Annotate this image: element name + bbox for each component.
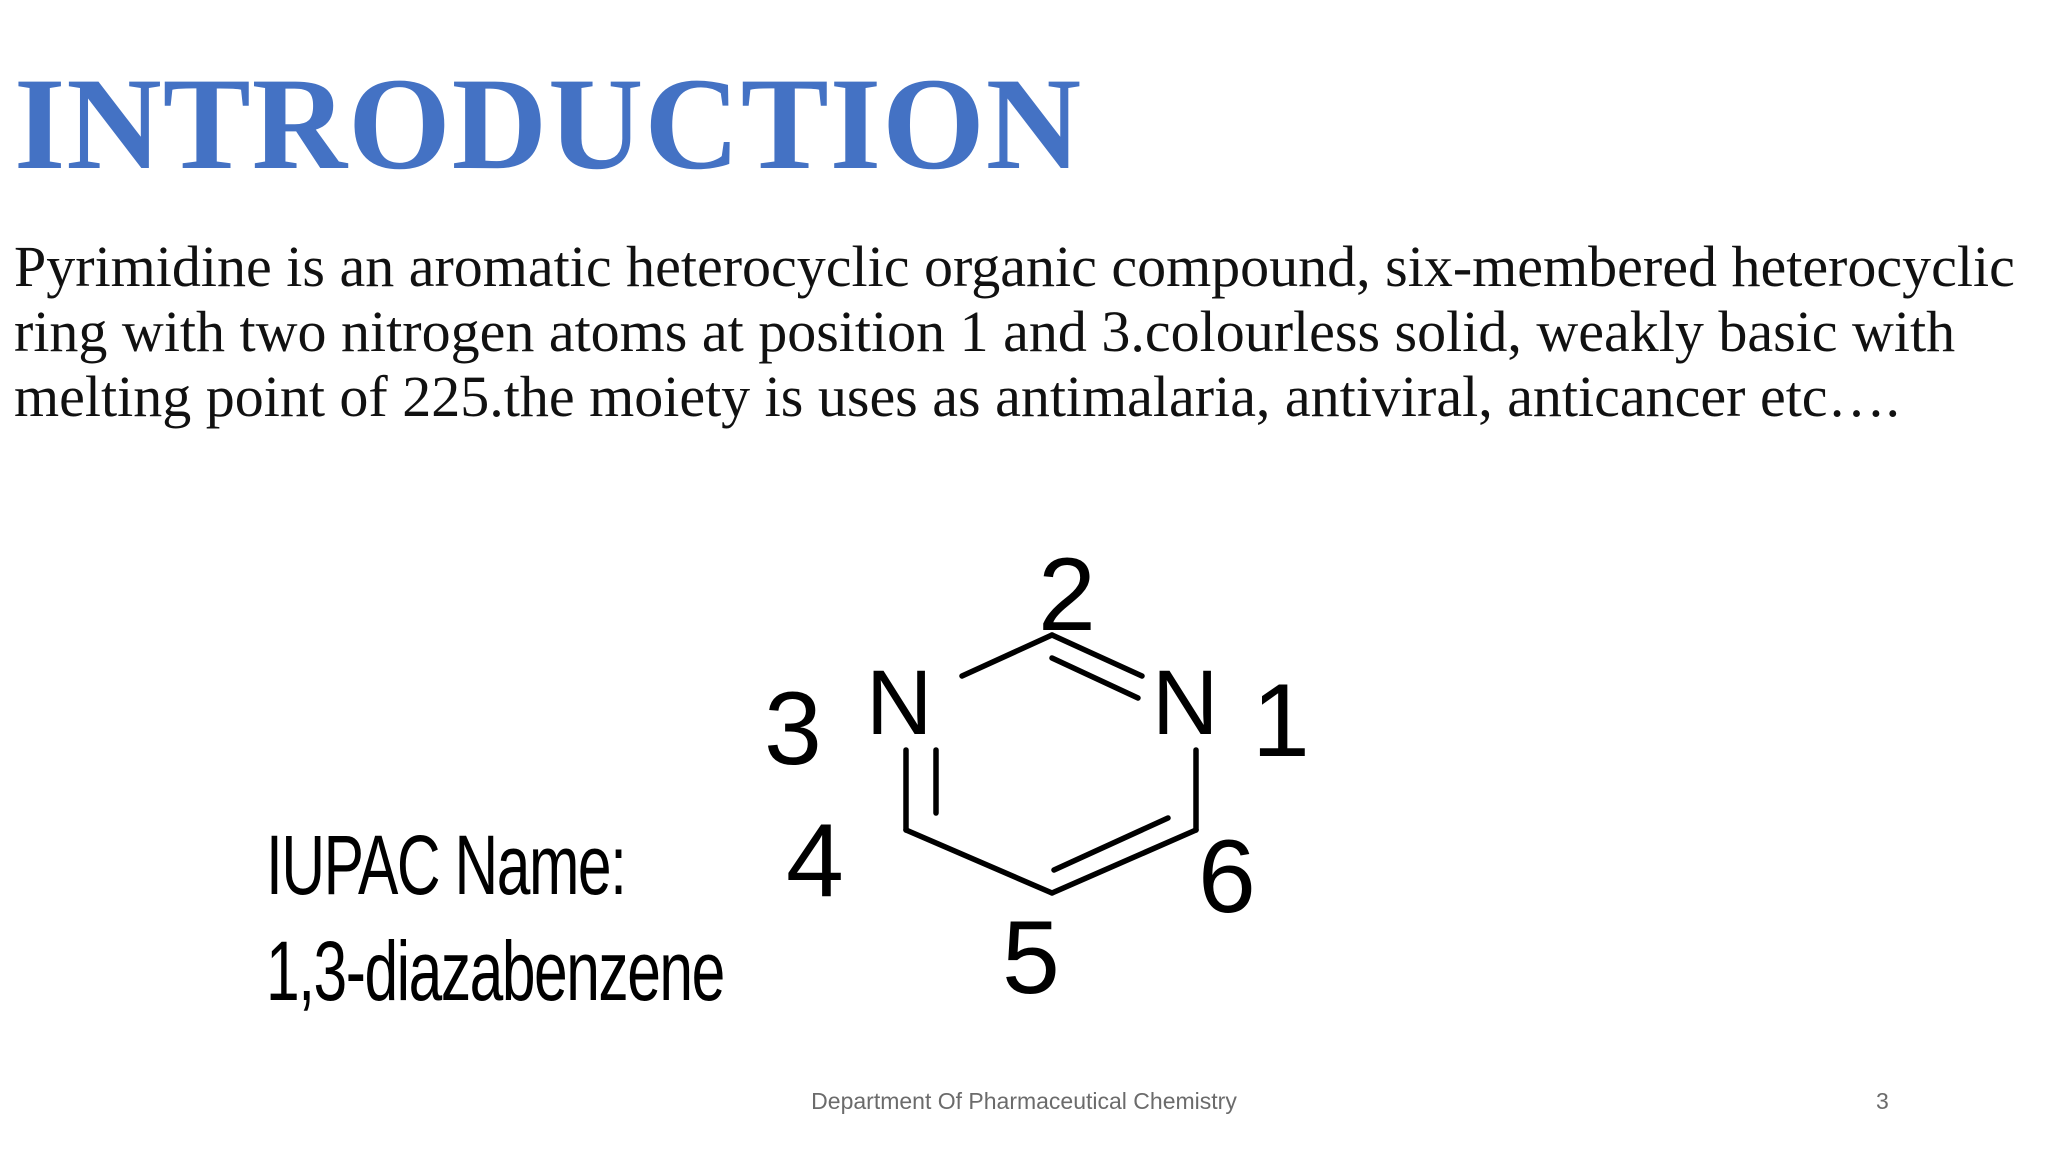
iupac-label: IUPAC Name: (266, 818, 626, 912)
atom-n3: N (866, 652, 933, 754)
atom-n1: N (1152, 652, 1219, 754)
slide-title: INTRODUCTION (14, 50, 1083, 197)
slide-footer: Department Of Pharmaceutical Chemistry (811, 1088, 1237, 1114)
position-2-label: 2 (1038, 537, 1096, 653)
position-1-label: 1 (1252, 663, 1310, 779)
bond-c6-c5-double (1054, 818, 1168, 870)
slide-number: 3 (1876, 1088, 1889, 1114)
bond-c2-n1-double (1052, 658, 1138, 698)
bond-c5-c4 (906, 830, 1052, 893)
position-3-label: 3 (764, 671, 822, 787)
intro-paragraph: Pyrimidine is an aromatic heterocyclic organic compound, six-membered heterocyclic ring with two nitrogen atoms at position 1 and 3.colourless solid, weakly basic with melting point of 225.the moiety is uses as antimalaria, antiviral, anticancer etc…. (14, 234, 2015, 429)
position-6-label: 6 (1198, 819, 1256, 935)
position-5-label: 5 (1002, 900, 1060, 1016)
iupac-name: 1,3-diazabenzene (266, 924, 724, 1018)
position-4-label: 4 (786, 803, 844, 919)
